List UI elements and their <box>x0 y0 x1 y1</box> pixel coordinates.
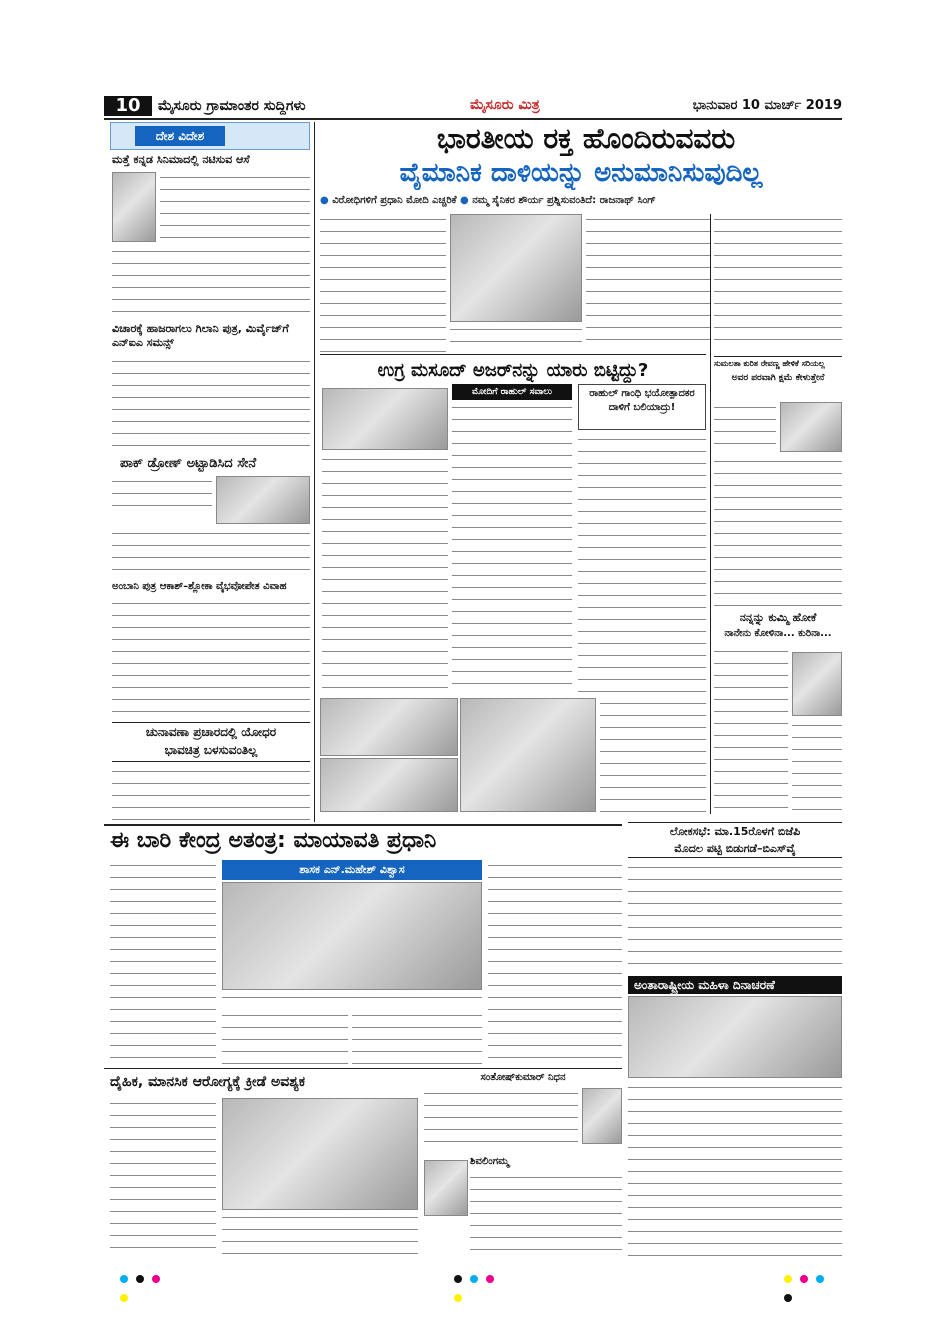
meeting-photo <box>222 882 482 990</box>
drone-photo <box>216 476 310 524</box>
mayawati-article-3 <box>352 1010 482 1066</box>
mayawati-article-1 <box>110 860 216 1058</box>
right-headline-3a: ಲೋಕಸಭೆ: ಮಾ.15ರೊಳಗೆ ಬಿಜೆಪಿ <box>669 825 801 838</box>
mayawati-article-4 <box>488 980 622 1066</box>
main-article-col-1b <box>320 334 446 352</box>
rahul-photo <box>322 388 448 450</box>
bottom-article-1 <box>110 1098 216 1258</box>
right-headline-1b: ಅವರ ಪರವಾಗಿ ಕ್ಷಮೆ ಕೇಳುತ್ತೇನೆ <box>731 373 825 383</box>
mayawati-headline: ಈ ಬಾರಿ ಕೇಂದ್ರ ಅತಂತ್ರ: ಮಾಯಾವತಿ ಪ್ರಧಾನಿ <box>110 828 437 853</box>
bottom-headline: ದೈಹಿಕ, ಮಾನಸಿಕ ಆರೋಗ್ಯಕ್ಕೆ ಕ್ರೀಡೆ ಅವಶ್ಯಕ <box>110 1074 306 1090</box>
header-rule <box>104 118 842 120</box>
quote-article <box>488 860 622 976</box>
desha-videsha-text: ದೇಶ ವಿದೇಶ <box>155 129 205 143</box>
masood-headline: ಉಗ್ರ ಮಸೂದ್ ಅಜರ್‌ನನ್ನು ಯಾರು ಬಿಟ್ಟಿದ್ದು? <box>377 360 649 381</box>
left-headline-2: ವಿಚಾರಕ್ಕೆ ಹಾಜರಾಗಲು ಗಿಲಾನಿ ಪುತ್ರ, ಮಿರ್ವೈಜ್‌ಗೆ ಎನ್‌ಐಎ ಸಮನ್ಸ್ <box>112 322 289 349</box>
rahul-box-article <box>578 434 706 692</box>
left-headline-4: ಅಂಬಾನಿ ಪುತ್ರ ಆಕಾಶ್–ಶ್ಲೋಕಾ ವೈಭವೋಪೇತ ವಿವಾಹ <box>112 581 287 592</box>
right-article-1 <box>714 402 776 452</box>
registration-marks-center <box>450 1268 510 1278</box>
right-headline-4: ಅಂತಾರಾಷ್ಟ್ರೀಯ ಮಹಿಳಾ ದಿನಾಚರಣೆ <box>628 976 842 994</box>
left-headline-5a: ಚುನಾವಣಾ ಪ್ರಚಾರದಲ್ಲಿ ಯೋಧರ <box>145 725 277 739</box>
obituary-1-title: ಸಂತೋಷ್‌ಕುಮಾರ್ ನಿಧನ <box>480 1072 566 1083</box>
masthead: ಮೈಸೂರು ಮಿತ್ರ <box>470 97 540 113</box>
right-headline-1: ಸುಮಲತಾ ಕುರಿತ ರೇವಣ್ಣ ಹೇಳಿಕೆ ಸರಿಯಲ್ಲ <box>714 359 825 368</box>
bullet-icon: ● <box>320 195 329 206</box>
left-article-5 <box>112 766 310 822</box>
main-article-col-2 <box>586 214 710 348</box>
left-column-divider <box>314 122 315 822</box>
obituary-2-title: ಶಿವಲಿಂಗಮ್ಮ <box>470 1156 509 1167</box>
registration-marks-left <box>116 1268 176 1278</box>
actor-yash-photo <box>792 652 842 716</box>
masood-top-rule <box>320 354 706 355</box>
modi-photo <box>450 214 582 322</box>
right-headline-2a: ನನ್ನನ್ನು ಕುಮ್ಮಿ ಹೋಕೆ <box>739 611 817 624</box>
group-photo-article <box>600 698 706 812</box>
rahul-box-title: ರಾಹುಲ್ ಗಾಂಧಿ ಭಯೋತ್ಪಾದಕರ ದಾಳಿಗೆ ಬಲಿಯಾದ್ರು! <box>589 388 695 413</box>
right-headline-3b: ಮೊದಲ ಪಟ್ಟಿ ಬಿಡುಗಡೆ–ಬಿಎಸ್‌ವೈ <box>674 842 796 855</box>
mahesh-banner <box>222 860 482 880</box>
right-article-1b <box>714 456 842 606</box>
obituary-2-photo <box>424 1160 468 1216</box>
center-column-divider <box>710 214 711 814</box>
masood-article-1 <box>452 402 572 692</box>
event-photo-1 <box>320 698 458 756</box>
masood-tag <box>452 384 572 400</box>
modi-photo-caption <box>450 324 582 348</box>
main-subheads <box>320 192 842 210</box>
left-article-3b <box>112 528 310 576</box>
left-article-1b <box>112 246 310 318</box>
left-article-1 <box>160 172 310 242</box>
right-headline-2b: ನಾನೇನು ಕೋಳಿನಾ... ಕುರಿನಾ... <box>724 628 832 639</box>
page-number-badge <box>104 96 152 116</box>
left-article-2 <box>112 356 310 452</box>
left-article-3 <box>112 476 212 516</box>
masood-article-2 <box>322 454 448 692</box>
bjp-article <box>628 862 842 972</box>
main-subhead-1: ವಿರೋಧಿಗಳಿಗೆ ಪ್ರಧಾನಿ ಮೋದಿ ಎಚ್ಚರಿಕೆ <box>332 195 457 206</box>
section-title: ಮೈಸೂರು ಗ್ರಾಮಾಂತರ ಸುದ್ದಿಗಳು <box>158 98 306 114</box>
page-number: 10 <box>115 95 141 116</box>
left-headline-5b: ಭಾವಚಿತ್ರ ಬಳಸುವಂತಿಲ್ಲ <box>164 743 258 757</box>
main-article-col-1 <box>320 214 446 334</box>
registration-marks-right <box>780 1268 840 1278</box>
womens-day-photo <box>628 996 842 1078</box>
bottom-rule <box>104 1068 622 1069</box>
right-article-2 <box>714 646 788 812</box>
main-subhead-2: ನಮ್ಮ ಸೈನಿಕರ ಶೌರ್ಯ ಪ್ರಶ್ನಿಸುವಂತಿದೆ: ರಾಜನಾಥ್ ಸಿಂಗ್ <box>472 195 656 206</box>
issue-date: ಭಾನುವಾರ 10 ಮಾರ್ಚ್ 2019 <box>692 98 842 113</box>
obituary-2-text <box>470 1172 622 1258</box>
obituary-1-text <box>424 1088 578 1152</box>
womens-day-article <box>628 1082 842 1262</box>
main-article-col-3 <box>714 214 842 348</box>
sports-photo <box>222 1098 418 1210</box>
group-photo <box>460 698 596 812</box>
left-headline-1: ಮತ್ತೆ ಕನ್ನಡ ಸಿನಿಮಾದಲ್ಲಿ ನಟಿಸುವ ಆಸೆ <box>112 153 250 166</box>
sumalatha-box <box>714 356 842 400</box>
sports-photo-caption <box>222 1212 418 1258</box>
main-headline-line2: ವೈಮಾನಿಕ ದಾಳಿಯನ್ನು ಅನುಮಾನಿಸುವುದಿಲ್ಲ <box>399 158 763 188</box>
main-headline-line1: ಭಾರತೀಯ ರಕ್ತ ಹೊಂದಿರುವವರು <box>436 122 736 155</box>
mahesh-banner-text: ಶಾಸಕ ಎನ್.ಮಹೇಶ್ ವಿಶ್ವಾಸ <box>299 863 405 876</box>
masood-tag-text: ಮೋದಿಗೆ ರಾಹುಲ್ ಸವಾಲು <box>472 387 552 397</box>
event-photo-2 <box>320 758 458 812</box>
bjp-box <box>628 822 842 858</box>
bullet-icon: ● <box>460 195 469 206</box>
left-headline-5-box <box>112 722 310 762</box>
desha-videsha-strip <box>110 122 310 150</box>
actor-photo <box>112 172 156 242</box>
mayawati-article-2 <box>222 1010 348 1066</box>
obituary-1-photo <box>582 1088 622 1144</box>
right-article-2b <box>792 720 842 812</box>
meeting-photo-caption <box>222 992 482 1006</box>
left-article-4 <box>112 598 310 716</box>
left-headline-3: ಪಾಕ್ ಡ್ರೋಣ್ ಅಟ್ಟಾಡಿಸಿದ ಸೇನೆ <box>120 456 257 471</box>
politician-photo <box>780 402 842 452</box>
desha-videsha-label <box>135 126 225 146</box>
rahul-box <box>578 384 706 430</box>
